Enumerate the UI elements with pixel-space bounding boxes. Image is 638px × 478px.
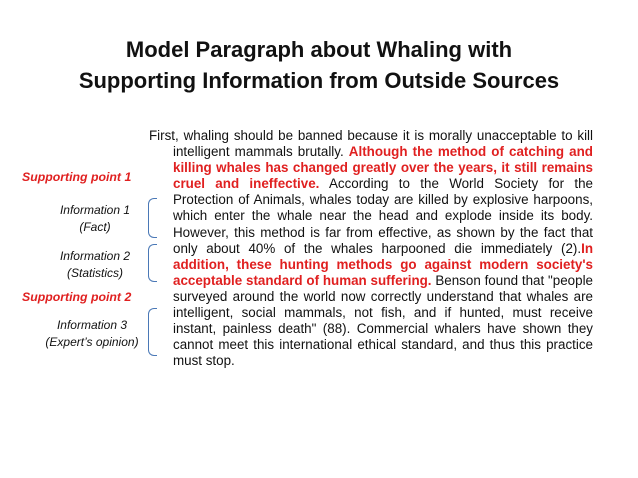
information-2-label xyxy=(40,248,150,282)
paragraph-text-2: According to the World Society for the Protection of Animals, whales today are killed by explosive harpoons, which enter the whale near the head and explode inside its body. However, this method is far from effective, as shown by the fact that only about 40% of the whales harpooned die immediately (2). xyxy=(173,176,593,256)
information-2-type: (Statistics) xyxy=(66,266,123,280)
information-1-bracket xyxy=(148,198,157,238)
paragraph-text-1: First, whaling should be banned because it is morally unacceptable to kill intelligent mammals brutally. xyxy=(149,128,593,160)
supporting-point-2-label: Supporting point 2 xyxy=(22,290,132,304)
page-title xyxy=(20,34,618,96)
information-2-title: Information 2 xyxy=(59,249,131,263)
information-1-label xyxy=(40,202,150,236)
supporting-point-1-label: Supporting point 1 xyxy=(22,170,132,184)
information-1-type: (Fact) xyxy=(79,220,111,234)
information-3-bracket xyxy=(148,308,157,356)
title-line-2: Supporting Information from Outside Sources xyxy=(78,68,560,93)
supporting-point-2-sentence: In addition, these hunting methods go against modern society's acceptable standard of human suffering. xyxy=(173,240,593,288)
supporting-point-1-sentence: Although the method of catching and killing whales has changed greatly over the years, it still remains cruel and ineffective. xyxy=(173,144,593,192)
information-3-type: (Expert’s opinion) xyxy=(45,335,139,349)
paragraph-text-3: Benson found that "people surveyed around the world now correctly understand that whales are intelligent, social mammals, not fish, and if hunted, must receive instant, painless death" (88). Commercial whalers have shown they cannot meet this international ethical standard, and thus this practice must stop. xyxy=(173,272,593,369)
information-3-label xyxy=(34,317,150,351)
information-3-title: Information 3 xyxy=(56,318,128,332)
title-line-1: Model Paragraph about Whaling with xyxy=(125,37,513,62)
model-paragraph xyxy=(149,128,593,369)
information-1-title: Information 1 xyxy=(59,203,131,217)
information-2-bracket xyxy=(148,244,157,282)
